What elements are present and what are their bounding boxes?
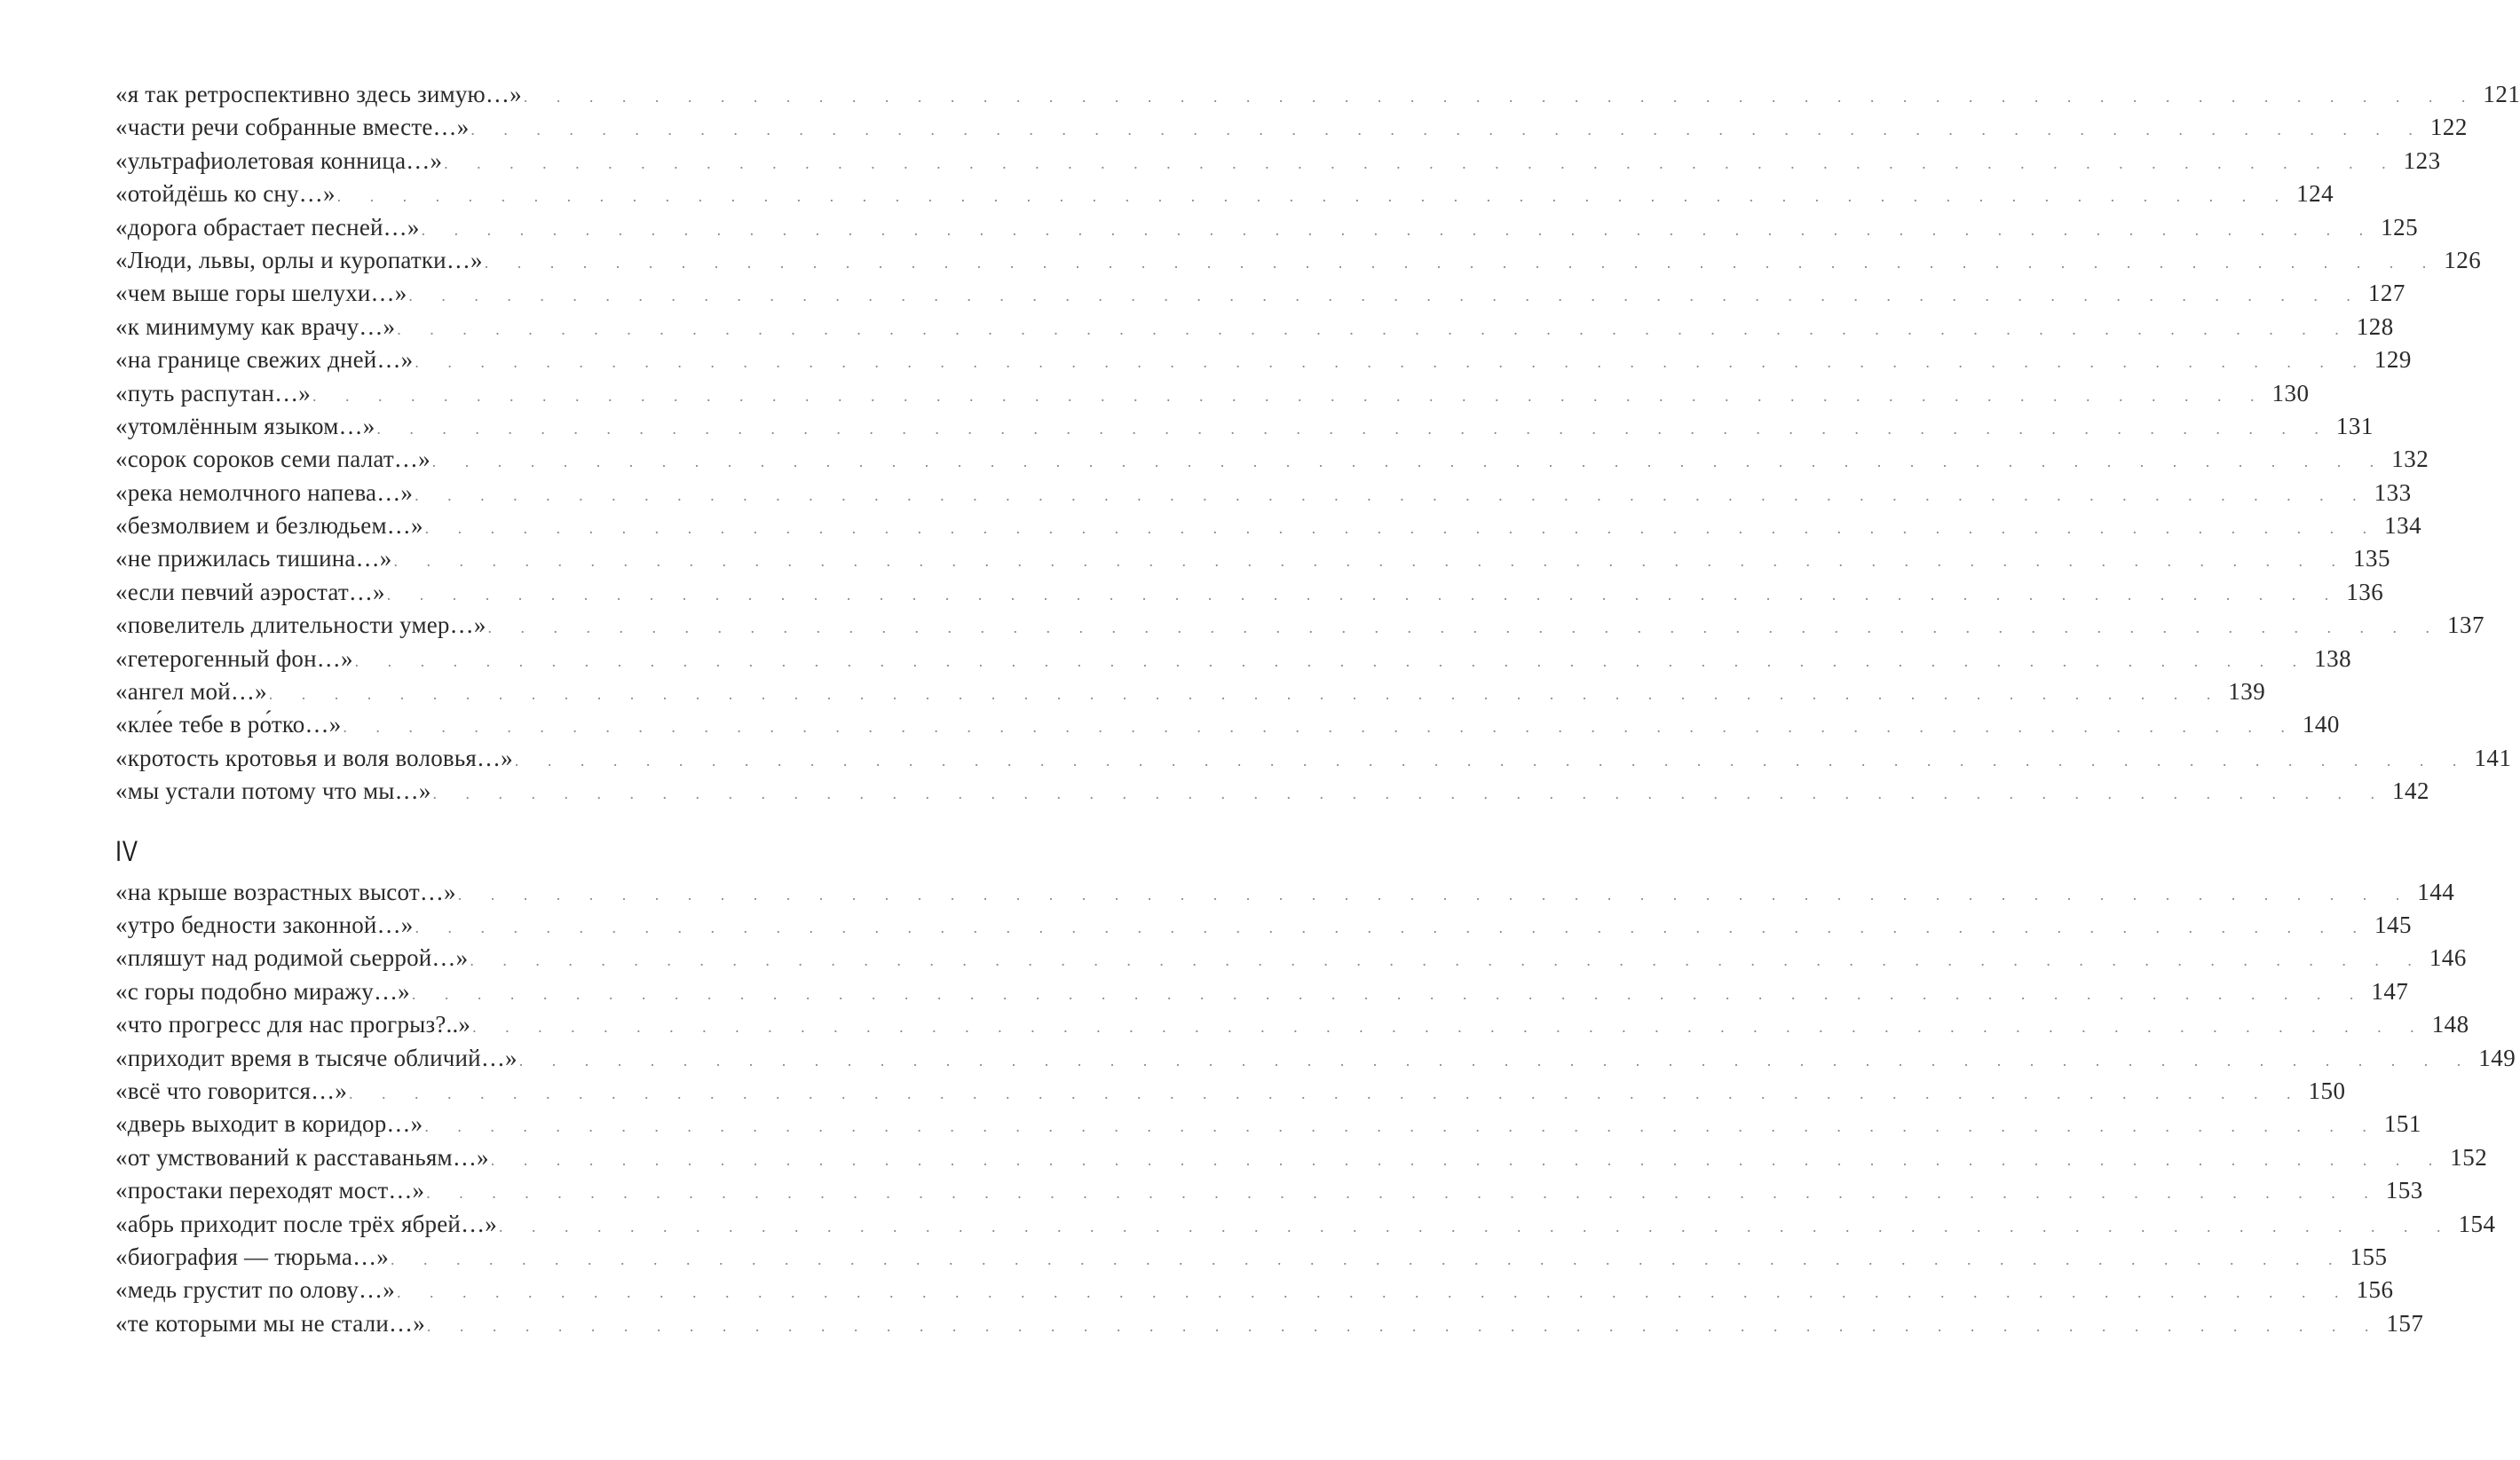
toc-entry-page-number: 138 xyxy=(2314,644,2352,672)
toc-entry-page-number: 151 xyxy=(2383,1110,2421,1138)
dot-leader: . . . . . . . . . . . . . . . . . . . . . . . . . . . . . . . . . . . . . . . . . . . . . . . . . . . . . . . . . . . . xyxy=(484,253,2439,272)
toc-entry-title: «биография — тюрьма…» xyxy=(115,1243,389,1270)
toc-entry xyxy=(115,1307,2424,1340)
toc-entry-page-number: 135 xyxy=(2353,545,2391,572)
dot-leader: . . . . . . . . . . . . . . . . . . . . . . . . . . . . . . . . . . . . . . . . . . . . . . . . . . . . . . . . . . . . xyxy=(396,1283,2351,1302)
toc-entry xyxy=(115,1274,2394,1306)
toc-entry-title: «Люди, львы, орлы и куропатки…» xyxy=(115,246,483,273)
toc-entry xyxy=(115,277,2405,310)
toc-entry-page-number: 136 xyxy=(2346,578,2384,605)
dot-leader: . . . . . . . . . . . . . . . . . . . . . . . . . . . . . . . . . . . . . . . . . . . . . . . . . . . . . . . . . . . . xyxy=(490,1150,2445,1169)
toc-entry xyxy=(115,975,2409,1008)
dot-leader: . . . . . . . . . . . . . . . . . . . . . . . . . . . . . . . . . . . . . . . . . . . . . . . . . . . . . . . . . . . . xyxy=(415,353,2369,372)
toc-entry xyxy=(115,509,2422,542)
toc-entry xyxy=(115,211,2419,244)
toc-entry-title: «чем выше горы шелухи…» xyxy=(115,280,407,307)
toc-entry-page-number: 157 xyxy=(2386,1309,2424,1337)
toc-entry xyxy=(115,477,2412,509)
toc-entry-title: «что прогресс для нас прогрыз?..» xyxy=(115,1011,471,1038)
dot-leader: . . . . . . . . . . . . . . . . . . . . . . . . . . . . . . . . . . . . . . . . . . . . . . . . . . . . . . . . . . . . xyxy=(498,1217,2453,1235)
toc-entry xyxy=(115,244,2482,277)
toc-entry-page-number: 127 xyxy=(2367,280,2405,307)
toc-entry xyxy=(115,876,2455,909)
toc-entry-title: «приходит время в тысяче обличий…» xyxy=(115,1044,517,1071)
toc-entry xyxy=(115,410,2374,443)
toc-entry-page-number: 133 xyxy=(2374,478,2412,506)
toc-entry-page-number: 124 xyxy=(2296,180,2334,208)
toc-entry-title: «ультрафиолетовая конница…» xyxy=(115,146,443,174)
toc-entry-title: «сорок сороков семи палат…» xyxy=(115,446,431,473)
toc-entry-title: «части речи собранные вместе…» xyxy=(115,114,470,141)
toc-entry xyxy=(115,542,2391,575)
toc-entry-title: «от умствований к расставаньям…» xyxy=(115,1143,489,1171)
dot-leader: . . . . . . . . . . . . . . . . . . . . . . . . . . . . . . . . . . . . . . . . . . . . . . . . . . . . . . . . . . . . xyxy=(523,88,2478,106)
toc-entry-page-number: 154 xyxy=(2458,1210,2496,1237)
toc-entry-title: «кротость кротовья и воля воловья…» xyxy=(115,744,513,771)
toc-entry-page-number: 121 xyxy=(2483,81,2520,107)
toc-entry xyxy=(115,178,2334,210)
toc-entry-title: «на крыше возрастных высот…» xyxy=(115,878,456,905)
toc-entry xyxy=(115,675,2266,708)
dot-leader: . . . . . . . . . . . . . . . . . . . . . . . . . . . . . . . . . . . . . . . . . . . . . . . . . . . . . . . . . . . . xyxy=(514,751,2469,769)
toc-entry-title: «не прижилась тишина…» xyxy=(115,545,392,572)
section-heading-iv: IV xyxy=(115,834,138,867)
dot-leader: . . . . . . . . . . . . . . . . . . . . . . . . . . . . . . . . . . . . . . . . . . . . . . . . . . . . . . . . . . . . xyxy=(424,1117,2379,1136)
dot-leader: . . . . . . . . . . . . . . . . . . . . . . . . . . . . . . . . . . . . . . . . . . . . . . . . . . . . . . . . . . . . xyxy=(426,1184,2381,1203)
toc-entry-title: «отойдёшь ко сну…» xyxy=(115,180,336,208)
toc-entry-title: «на границе свежих дней…» xyxy=(115,346,414,374)
toc-entry-title: «с горы подобно миражу…» xyxy=(115,977,410,1005)
toc-entry xyxy=(115,1042,2516,1075)
dot-leader: . . . . . . . . . . . . . . . . . . . . . . . . . . . . . . . . . . . . . . . . . . . . . . . . . . . . . . . . . . . . xyxy=(470,951,2424,970)
toc-entry-page-number: 137 xyxy=(2447,612,2485,639)
toc-entry-page-number: 128 xyxy=(2356,312,2394,340)
toc-entry xyxy=(115,708,2340,741)
toc-entry-page-number: 149 xyxy=(2478,1044,2516,1071)
toc-entry-title: «дорога обрастает песней…» xyxy=(115,213,420,241)
toc-entry xyxy=(115,343,2412,376)
toc-entry-page-number: 123 xyxy=(2403,146,2441,174)
toc-entry-page-number: 126 xyxy=(2444,246,2482,273)
toc-entry-page-number: 139 xyxy=(2228,678,2266,706)
toc-entry-title: «пляшут над родимой сьеррой…» xyxy=(115,944,469,972)
toc-entry-title: «повелитель длительности умер…» xyxy=(115,612,486,639)
dot-leader: . . . . . . . . . . . . . . . . . . . . . . . . . . . . . . . . . . . . . . . . . . . . . . . . . . . . . . . . . . . . xyxy=(470,121,2425,139)
toc-entry-page-number: 144 xyxy=(2417,878,2455,905)
toc-entry-page-number: 146 xyxy=(2429,944,2467,972)
toc-entry xyxy=(115,377,2310,410)
dot-leader: . . . . . . . . . . . . . . . . . . . . . . . . . . . . . . . . . . . . . . . . . . . . . . . . . . . . . . . . . . . . xyxy=(421,220,2376,239)
dot-leader: . . . . . . . . . . . . . . . . . . . . . . . . . . . . . . . . . . . . . . . . . . . . . . . . . . . . . . . . . . . . xyxy=(431,453,2387,471)
toc-entry xyxy=(115,1141,2488,1174)
toc-entry xyxy=(115,775,2430,808)
dot-leader: . . . . . . . . . . . . . . . . . . . . . . . . . . . . . . . . . . . . . . . . . . . . . . . . . . . . . . . . . . . . xyxy=(444,154,2398,172)
dot-leader: . . . . . . . . . . . . . . . . . . . . . . . . . . . . . . . . . . . . . . . . . . . . . . . . . . . . . . . . . . . . xyxy=(268,685,2224,704)
toc-section-4 xyxy=(115,876,2516,1340)
dot-leader: . . . . . . . . . . . . . . . . . . . . . . . . . . . . . . . . . . . . . . . . . . . . . . . . . . . . . . . . . . . . xyxy=(487,619,2443,637)
toc-entry-title: «утро бедности законной…» xyxy=(115,911,414,938)
toc-entry-title: «утомлённым языком…» xyxy=(115,412,375,439)
toc-entry-title: «река немолчного напева…» xyxy=(115,478,414,506)
toc-entry xyxy=(115,742,2512,775)
toc-entry-page-number: 131 xyxy=(2335,412,2374,439)
toc-entry-page-number: 140 xyxy=(2302,711,2340,738)
toc-entry-title: «к минимуму как врачу…» xyxy=(115,312,396,340)
toc-entry-title: «если певчий аэростат…» xyxy=(115,578,385,605)
dot-leader: . . . . . . . . . . . . . . . . . . . . . . . . . . . . . . . . . . . . . . . . . . . . . . . . . . . . . . . . . . . . xyxy=(343,718,2297,737)
toc-entry xyxy=(115,78,2520,111)
toc-entry xyxy=(115,145,2441,178)
toc-entry-page-number: 141 xyxy=(2474,744,2512,771)
toc-entry-title: «ангел мой…» xyxy=(115,678,267,706)
toc-entry-title: «абрь приходит после трёх ябрей…» xyxy=(115,1210,497,1237)
toc-entry-title: «всё что говорится…» xyxy=(115,1077,348,1104)
dot-leader: . . . . . . . . . . . . . . . . . . . . . . . . . . . . . . . . . . . . . . . . . . . . . . . . . . . . . . . . . . . . xyxy=(349,1084,2303,1102)
dot-leader: . . . . . . . . . . . . . . . . . . . . . . . . . . . . . . . . . . . . . . . . . . . . . . . . . . . . . . . . . . . . xyxy=(518,1051,2474,1069)
toc-entry-page-number: 148 xyxy=(2431,1011,2469,1038)
toc-entry-page-number: 156 xyxy=(2356,1276,2394,1304)
toc-entry-page-number: 125 xyxy=(2381,213,2419,241)
toc-entry xyxy=(115,609,2485,642)
toc-entry xyxy=(115,1075,2346,1108)
toc-entry-page-number: 142 xyxy=(2392,777,2430,805)
toc-entry-title: «безмолвием и безлюдьем…» xyxy=(115,512,423,540)
dot-leader: . . . . . . . . . . . . . . . . . . . . . . . . . . . . . . . . . . . . . . . . . . . . . . . . . . . . . . . . . . . . xyxy=(312,386,2267,405)
toc-entry-title: «медь грустит по олову…» xyxy=(115,1276,395,1304)
dot-leader: . . . . . . . . . . . . . . . . . . . . . . . . . . . . . . . . . . . . . . . . . . . . . . . . . . . . . . . . . . . . xyxy=(415,918,2369,936)
toc-entry xyxy=(115,443,2429,476)
toc-entry xyxy=(115,1108,2421,1140)
toc-entry-page-number: 132 xyxy=(2391,446,2429,473)
toc-entry-page-number: 130 xyxy=(2271,379,2310,406)
toc-entry-title: «простаки переходят мост…» xyxy=(115,1177,425,1204)
toc-entry-page-number: 129 xyxy=(2374,346,2412,374)
toc-entry xyxy=(115,643,2352,675)
dot-leader: . . . . . . . . . . . . . . . . . . . . . . . . . . . . . . . . . . . . . . . . . . . . . . . . . . . . . . . . . . . . xyxy=(415,485,2369,504)
toc-entry xyxy=(115,1174,2423,1207)
toc-entry-page-number: 147 xyxy=(2371,977,2409,1005)
table-of-contents xyxy=(115,78,2520,1340)
dot-leader: . . . . . . . . . . . . . . . . . . . . . . . . . . . . . . . . . . . . . . . . . . . . . . . . . . . . . . . . . . . . xyxy=(408,287,2363,305)
toc-entry-page-number: 150 xyxy=(2308,1077,2346,1104)
dot-leader: . . . . . . . . . . . . . . . . . . . . . . . . . . . . . . . . . . . . . . . . . . . . . . . . . . . . . . . . . . . . xyxy=(411,984,2366,1003)
dot-leader: . . . . . . . . . . . . . . . . . . . . . . . . . . . . . . . . . . . . . . . . . . . . . . . . . . . . . . . . . . . . xyxy=(393,552,2349,571)
toc-entry-title: «дверь выходит в коридор…» xyxy=(115,1110,423,1138)
toc-entry-page-number: 152 xyxy=(2450,1143,2488,1171)
dot-leader: . . . . . . . . . . . . . . . . . . . . . . . . . . . . . . . . . . . . . . . . . . . . . . . . . . . . . . . . . . . . xyxy=(354,651,2310,670)
toc-entry-page-number: 153 xyxy=(2385,1177,2423,1204)
toc-entry xyxy=(115,1208,2496,1241)
dot-leader: . . . . . . . . . . . . . . . . . . . . . . . . . . . . . . . . . . . . . . . . . . . . . . . . . . . . . . . . . . . . xyxy=(386,585,2342,604)
toc-entry-title: «те которыми мы не стали…» xyxy=(115,1309,425,1337)
toc-entry-title: «гетерогенный фон…» xyxy=(115,644,353,672)
toc-entry xyxy=(115,1241,2388,1274)
dot-leader: . . . . . . . . . . . . . . . . . . . . . . . . . . . . . . . . . . . . . . . . . . . . . . . . . . . . . . . . . . . . xyxy=(397,320,2351,338)
toc-entry xyxy=(115,909,2412,942)
toc-entry-page-number: 122 xyxy=(2429,114,2468,141)
dot-leader: . . . . . . . . . . . . . . . . . . . . . . . . . . . . . . . . . . . . . . . . . . . . . . . . . . . . . . . . . . . . xyxy=(424,519,2380,538)
toc-entry-page-number: 134 xyxy=(2384,512,2422,540)
dot-leader: . . . . . . . . . . . . . . . . . . . . . . . . . . . . . . . . . . . . . . . . . . . . . . . . . . . . . . . . . . . . xyxy=(376,419,2331,438)
dot-leader: . . . . . . . . . . . . . . . . . . . . . . . . . . . . . . . . . . . . . . . . . . . . . . . . . . . . . . . . . . . . xyxy=(472,1018,2427,1037)
dot-leader: . . . . . . . . . . . . . . . . . . . . . . . . . . . . . . . . . . . . . . . . . . . . . . . . . . . . . . . . . . . . xyxy=(390,1250,2345,1268)
toc-entry xyxy=(115,1008,2469,1041)
toc-entry-title: «мы устали потому что мы…» xyxy=(115,777,431,805)
toc-entry-title: «кле́е тебе в ро́тко…» xyxy=(115,711,342,738)
toc-entry-title: «я так ретроспективно здесь зимую…» xyxy=(115,81,522,107)
dot-leader: . . . . . . . . . . . . . . . . . . . . . . . . . . . . . . . . . . . . . . . . . . . . . . . . . . . . . . . . . . . . xyxy=(432,785,2388,803)
toc-entry xyxy=(115,576,2384,609)
toc-entry-page-number: 145 xyxy=(2374,911,2412,938)
dot-leader: . . . . . . . . . . . . . . . . . . . . . . . . . . . . . . . . . . . . . . . . . . . . . . . . . . . . . . . . . . . . xyxy=(336,187,2292,206)
toc-entry-title: «путь распутан…» xyxy=(115,379,311,406)
dot-leader: . . . . . . . . . . . . . . . . . . . . . . . . . . . . . . . . . . . . . . . . . . . . . . . . . . . . . . . . . . . . xyxy=(457,885,2413,904)
toc-entry xyxy=(115,111,2468,144)
toc-entry xyxy=(115,311,2394,343)
dot-leader: . . . . . . . . . . . . . . . . . . . . . . . . . . . . . . . . . . . . . . . . . . . . . . . . . . . . . . . . . . . . xyxy=(426,1316,2382,1335)
toc-entry-page-number: 155 xyxy=(2350,1243,2388,1270)
toc-entry xyxy=(115,942,2467,975)
toc-section-3 xyxy=(115,78,2520,809)
